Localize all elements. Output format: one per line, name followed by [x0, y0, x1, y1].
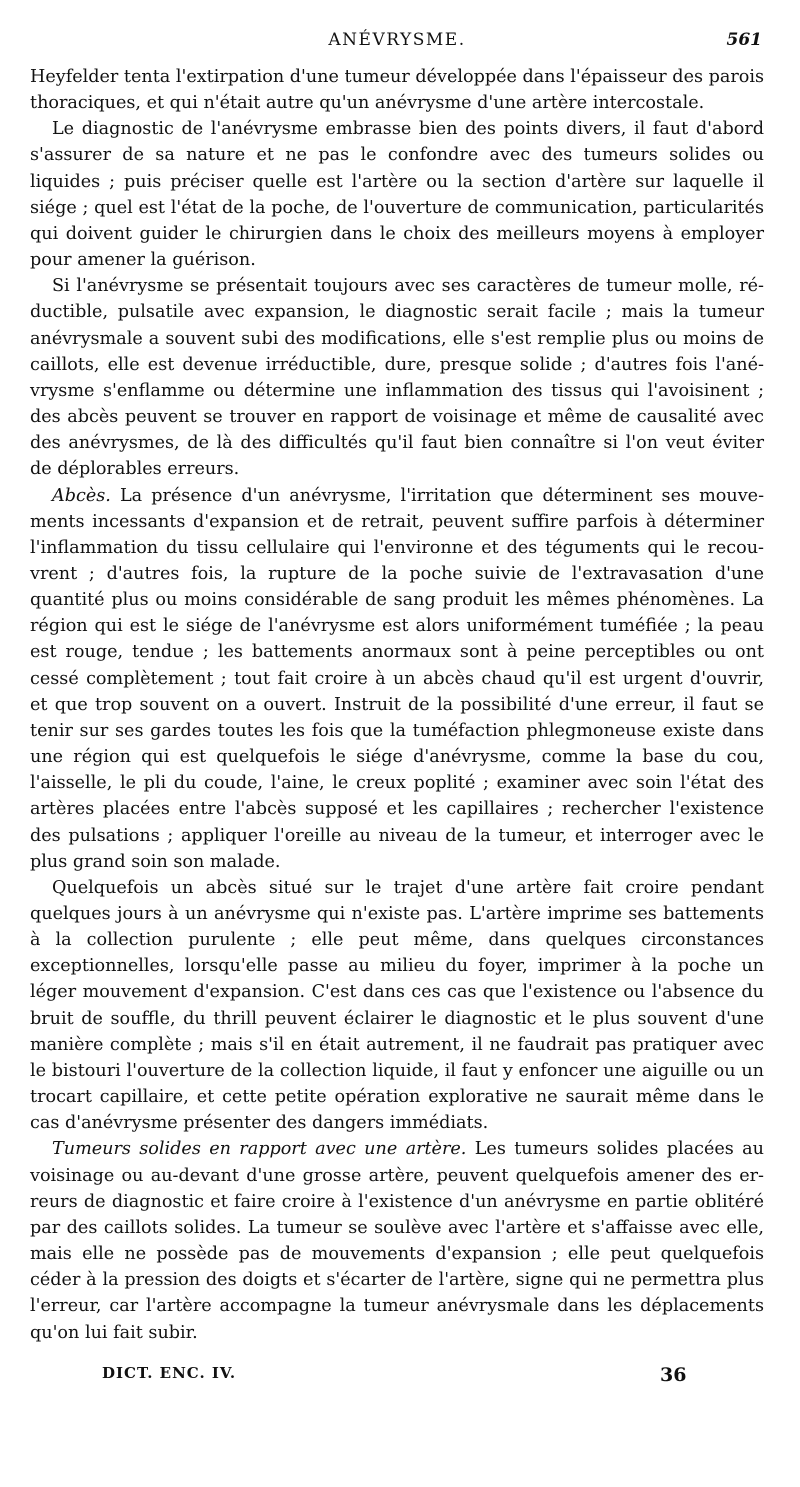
paragraph-text: Heyfelder tenta l'extirpation d'une tumeur développée dans l'épaisseur des parois thoraciques, et qui n'était autre qu'un anévrysme d'une artère intercostale.: [30, 67, 765, 114]
body-text: [30, 64, 764, 1346]
page-footer: [30, 1364, 764, 1392]
section-lead-tumeurs-solides: Tumeurs solides en rapport avec une artère.: [52, 1139, 467, 1160]
paragraph-abces: [30, 483, 764, 875]
paragraph-heyfelder: [30, 64, 764, 116]
paragraph-difficulties: [30, 273, 764, 482]
paragraph-text: Les tumeurs solides placées au voisinage ou au-devant d'une grosse artère, peuvent quelquefois amener des erreurs de diagnostic et faire croire à l'existence d'un anévrysme en partie oblitéré par des caillots solides. La tumeur se soulève avec l'artère et s'affaisse avec elle, mais elle ne possède pas de mouvements d'expansion ; elle peut quelquefois céder à la pression des doigts et s'écarter de l'artère, signe qui ne permettra plus l'erreur, car l'artère accompagne la tumeur anévrysmale dans les déplacements qu'on lui fait subir.: [30, 1139, 765, 1343]
paragraph-text: La présence d'un anévrysme, l'irritation que déterminent ses mouvements incessants d'expansion et de retrait, peuvent suffire parfois à déterminer l'inflammation du tissu cellulaire qui l'environne et des téguments qui le recouvrent ; d'autres fois, la rupture de la poche suivie de l'extravasation d'une quantité plus ou moins considérable de sang produit les mêmes phénomènes. La région qui est le siége de l'anévrysme est alors uniformément tuméfiée ; la peau est rouge, tendue ; les battements anormaux sont à peine perceptibles ou ont cessé complètement ; tout fait croire à un abcès chaud qu'il est urgent d'ouvrir, et que trop souvent on a ouvert. Instruit de la possibilité d'une erreur, il faut se tenir sur ses gardes toutes les fois que la tuméfaction phlegmoneuse existe dans une région qui est quelquefois le siége d'anévrysme, comme la base du cou, l'aisselle, le pli du coude, l'aine, le creux poplité ; examiner avec soin l'état des artères placées entre l'abcès supposé et les capillaires ; rechercher l'existence des pulsations ; appliquer l'oreille au niveau de la tumeur, et interroger avec le plus grand soin son malade.: [30, 485, 765, 872]
paragraph-solid-tumours: [30, 1136, 764, 1345]
page-number: 561: [726, 30, 762, 50]
paragraph-abces-artery: [30, 875, 764, 1137]
signature-mark: DICT. ENC. IV.: [102, 1364, 237, 1382]
paragraph-diagnostic: [30, 116, 764, 273]
running-title: ANÉVRYSME.: [328, 30, 466, 50]
section-lead-abces: Abcès.: [52, 485, 111, 506]
sheet-number: 36: [660, 1364, 687, 1386]
book-page: [30, 0, 764, 1487]
paragraph-text: Si l'anévrysme se présentait toujours avec ses caractères de tumeur molle, réductible, pulsatile avec expansion, le diagnostic serait facile ; mais la tumeur anévrysmale a souvent subi des modifications, elle s'est remplie plus ou moins de caillots, elle est devenue irréductible, dure, presque solide ; d'autres fois l'anévrysme s'enflamme ou détermine une inflammation des tissus qui l'avoisinent ; des abcès peuvent se trouver en rapport de voisinage et même de causalité avec des anévrysmes, de là des difficultés qu'il faut bien connaître si l'on veut éviter de déplorables erreurs.: [30, 276, 764, 480]
paragraph-text: Le diagnostic de l'anévrysme embrasse bien des points divers, il faut d'abord s'assurer de sa nature et ne pas le confondre avec des tumeurs solides ou liquides ; puis préciser quelle est l'artère ou la section d'artère sur laquelle il siége ; quel est l'état de la poche, de l'ouverture de communication, particularités qui doivent guider le chirurgien dans le choix des meilleurs moyens à employer pour amener la guérison.: [30, 119, 764, 271]
paragraph-text: Quelquefois un abcès situé sur le trajet d'une artère fait croire pendant quelques jours à un anévrysme qui n'existe pas. L'artère imprime ses battements à la collection purulente ; elle peut même, dans quelques circonstances exceptionnelles, lorsqu'elle passe au milieu du foyer, imprimer à la poche un léger mouvement d'expansion. C'est dans ces cas que l'existence ou l'absence du bruit de souffle, du thrill peuvent éclairer le diagnostic et le plus souvent d'une manière complète ; mais s'il en était autrement, il ne faudrait pas pratiquer avec le bistouri l'ouverture de la collection liquide, il faut y enfoncer une aiguille ou un trocart capillaire, et cette petite opération explorative ne saurait même dans le cas d'anévrysme présenter des dangers immédiats.: [30, 877, 764, 1134]
running-head: [30, 30, 764, 54]
